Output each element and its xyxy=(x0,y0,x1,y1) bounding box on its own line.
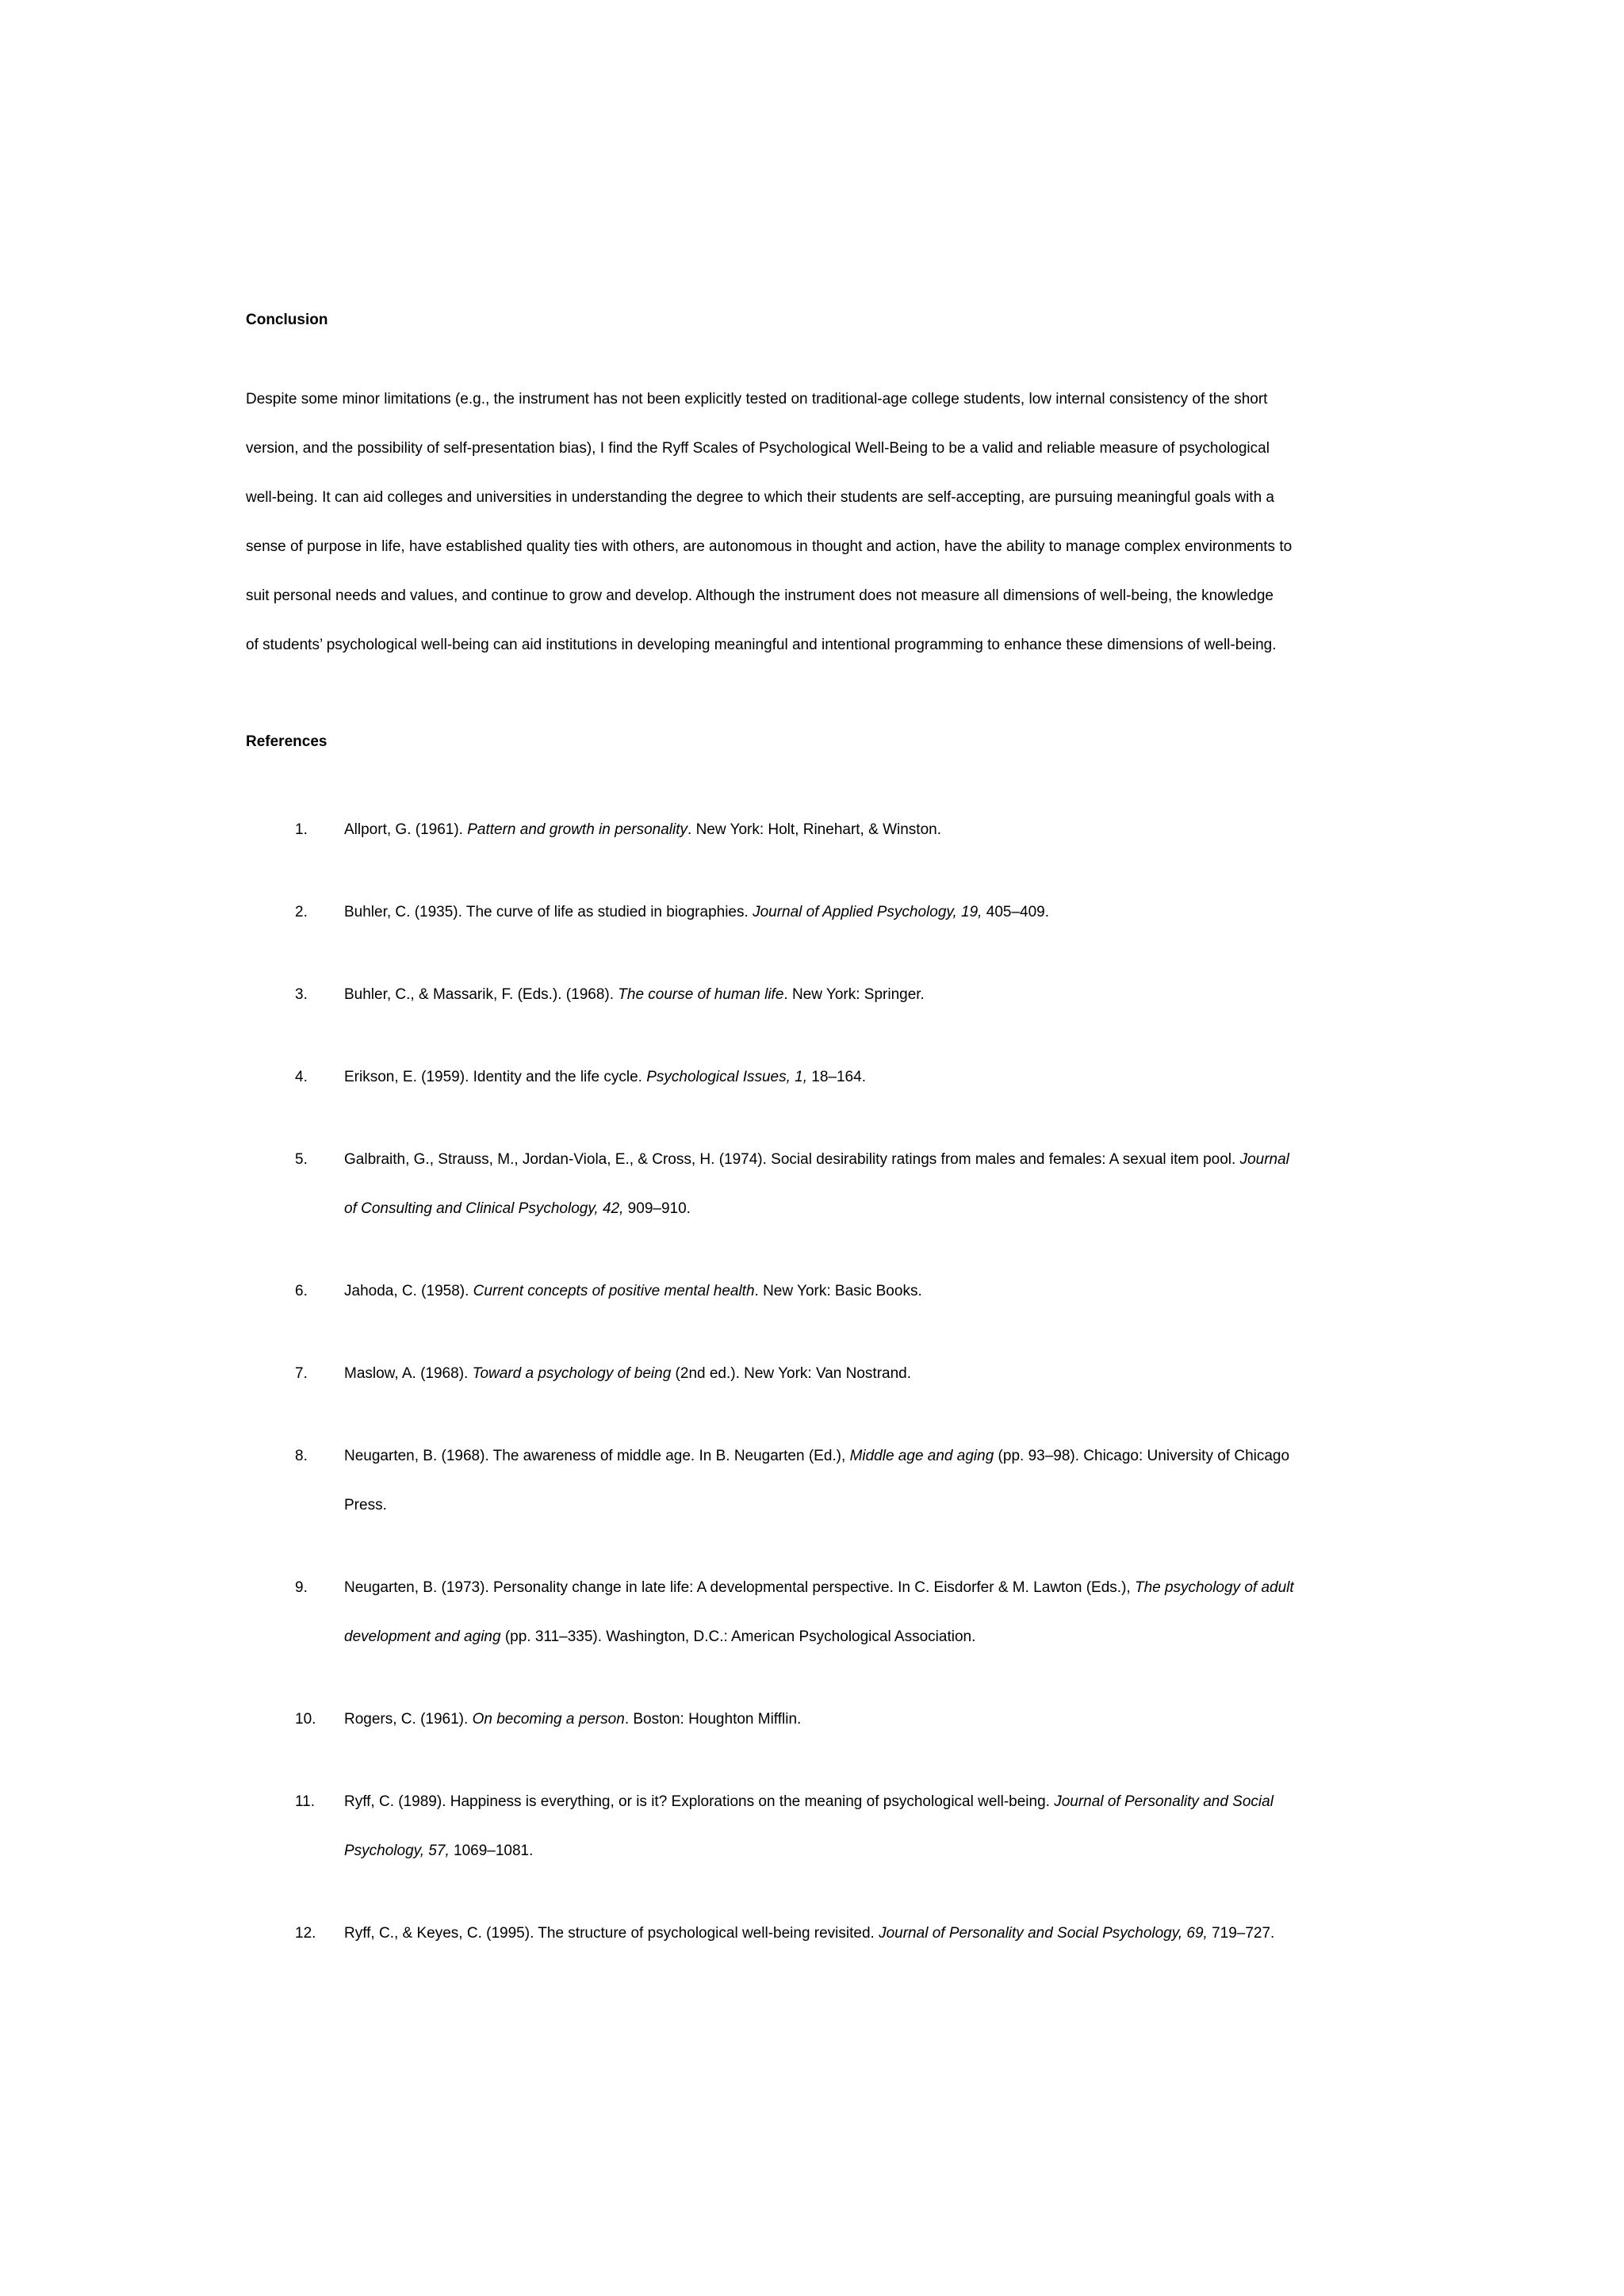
paragraph-line: sense of purpose in life, have established quality ties with others, are autonomous in thought and action, have the ability to manage complex environments to xyxy=(246,538,1293,555)
reference-number: 8. xyxy=(295,1448,308,1464)
reference-line xyxy=(344,1150,1289,1169)
reference-number: 4. xyxy=(295,1069,308,1085)
reference-line xyxy=(344,1924,1274,1943)
reference-line xyxy=(344,1200,691,1219)
reference-text: 1069–1081. xyxy=(449,1843,534,1859)
reference-line xyxy=(344,1578,1294,1598)
reference-line xyxy=(344,1496,387,1515)
reference-italic-text: Journal of Personality and Social xyxy=(1054,1793,1274,1810)
reference-text: . New York: Holt, Rinehart, & Winston. xyxy=(688,821,941,838)
reference-text: Buhler, C. (1935). The curve of life as studied in biographies. xyxy=(344,904,753,920)
paragraph-line: suit personal needs and values, and continue to grow and develop. Although the instrument does not measure all dimensions of well-being, the knowledge xyxy=(246,587,1274,604)
reference-text: (pp. 93–98). Chicago: University of Chicago xyxy=(994,1448,1290,1464)
reference-number: 10. xyxy=(295,1711,316,1728)
reference-line xyxy=(344,1710,801,1729)
reference-italic-text: Journal xyxy=(1239,1151,1289,1168)
reference-text: 18–164. xyxy=(807,1069,866,1085)
reference-number: 12. xyxy=(295,1925,316,1942)
reference-text: Erikson, E. (1959). Identity and the life cycle. xyxy=(344,1069,647,1085)
reference-italic-text: Current concepts of positive mental health xyxy=(473,1283,755,1299)
reference-italic-text: Psychological Issues, 1, xyxy=(646,1069,808,1085)
reference-text: . New York: Basic Books. xyxy=(754,1283,922,1299)
reference-text: Maslow, A. (1968). xyxy=(344,1365,473,1382)
reference-italic-text: The course of human life xyxy=(618,986,784,1003)
reference-line xyxy=(344,821,941,840)
reference-line xyxy=(344,1447,1289,1466)
reference-italic-text: Middle age and aging xyxy=(849,1448,994,1464)
reference-number: 11. xyxy=(295,1793,316,1810)
paragraph-line: well-being. It can aid colleges and universities in understanding the degree to which their students are self-accepting, are pursuing meaningful goals with a xyxy=(246,489,1274,506)
reference-italic-text: Journal of Applied Psychology, 19, xyxy=(753,904,982,920)
reference-text: Press. xyxy=(344,1497,387,1513)
reference-number: 5. xyxy=(295,1151,308,1168)
reference-italic-text: Toward a psychology of being xyxy=(472,1365,672,1382)
reference-line xyxy=(344,1364,911,1383)
reference-number: 6. xyxy=(295,1283,308,1299)
reference-text: Buhler, C., & Massarik, F. (Eds.). (1968). xyxy=(344,986,619,1003)
reference-text: Ryff, C. (1989). Happiness is everything, or is it? Explorations on the meaning of psychological well-being. xyxy=(344,1793,1055,1810)
conclusion-heading: Conclusion xyxy=(246,312,328,328)
reference-text: 909–910. xyxy=(623,1200,691,1217)
reference-text: (pp. 311–335). Washington, D.C.: American Psychological Association. xyxy=(500,1628,976,1645)
reference-text: Neugarten, B. (1968). The awareness of middle age. In B. Neugarten (Ed.), xyxy=(344,1448,850,1464)
reference-italic-text: Pattern and growth in personality xyxy=(467,821,688,838)
reference-line xyxy=(344,1068,866,1087)
reference-number: 7. xyxy=(295,1365,308,1382)
reference-line xyxy=(344,1282,922,1301)
reference-line xyxy=(344,903,1049,922)
reference-text: Allport, G. (1961). xyxy=(344,821,468,838)
reference-text: 405–409. xyxy=(982,904,1049,920)
reference-text: 719–727. xyxy=(1207,1925,1275,1942)
reference-text: Ryff, C., & Keyes, C. (1995). The structure of psychological well-being revisited. xyxy=(344,1925,879,1942)
reference-line xyxy=(344,985,925,1004)
reference-number: 2. xyxy=(295,904,308,920)
reference-text: Neugarten, B. (1973). Personality change in late life: A developmental perspective. In C. Eisdorfer & M. Lawton (Eds.), xyxy=(344,1579,1135,1596)
reference-line xyxy=(344,1793,1274,1812)
reference-text: . Boston: Houghton Mifflin. xyxy=(624,1711,802,1728)
reference-text: Jahoda, C. (1958). xyxy=(344,1283,473,1299)
reference-italic-text: Journal of Personality and Social Psychology, 69, xyxy=(879,1925,1208,1942)
reference-number: 1. xyxy=(295,821,308,838)
reference-italic-text: development and aging xyxy=(344,1628,501,1645)
paragraph-line: version, and the possibility of self-presentation bias), I find the Ryff Scales of Psychological Well-Being to be a valid and reliable measure of psychological xyxy=(246,440,1270,457)
reference-number: 3. xyxy=(295,986,308,1003)
reference-line xyxy=(344,1628,975,1647)
reference-italic-text: Psychology, 57, xyxy=(344,1843,450,1859)
reference-text: Galbraith, G., Strauss, M., Jordan-Viola, E., & Cross, H. (1974). Social desirability ratings from males and females: A sexual item pool. xyxy=(344,1151,1240,1168)
reference-italic-text: The psychology of adult xyxy=(1134,1579,1294,1596)
reference-text: . New York: Springer. xyxy=(783,986,925,1003)
reference-line xyxy=(344,1842,533,1861)
reference-text: (2nd ed.). New York: Van Nostrand. xyxy=(671,1365,912,1382)
reference-italic-text: On becoming a person xyxy=(472,1711,625,1728)
reference-text: Rogers, C. (1961). xyxy=(344,1711,473,1728)
references-heading: References xyxy=(246,733,327,750)
reference-number: 9. xyxy=(295,1579,308,1596)
paragraph-line: Despite some minor limitations (e.g., the instrument has not been explicitly tested on traditional-age college students, low internal consistency of the short xyxy=(246,391,1268,408)
reference-italic-text: of Consulting and Clinical Psychology, 42, xyxy=(344,1200,624,1217)
paragraph-line: of students’ psychological well-being can aid institutions in developing meaningful and intentional programming to enhance these dimensions of well-being. xyxy=(246,637,1277,653)
